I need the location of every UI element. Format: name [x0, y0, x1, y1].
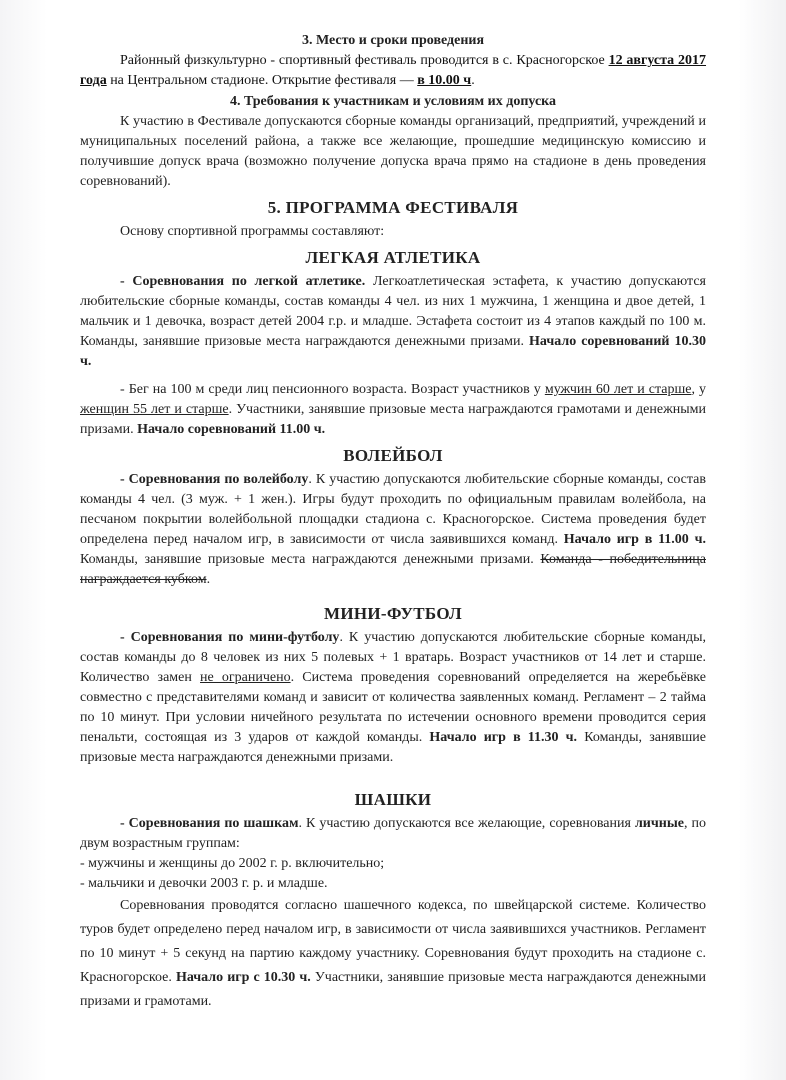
checkers-lead: - Соревнования по шашкам [120, 816, 299, 831]
volleyball-end: . [206, 572, 211, 587]
minifootball-text-b: . Система проведения соревнований определяется на жеребьёвке совместно с представителями команд и зависит от количества заявленных команд. Регламент – 2 тайма по 10 минут. При условии ничейного результата по истечении основного времени проводится серия пенальти, состоящая из 3 ударов от каждой команды. [80, 670, 706, 745]
athletics-sprint-start: Начало соревнований 11.00 ч. [137, 422, 326, 437]
minifootball-substitutions: не ограничено [200, 670, 291, 685]
volleyball-start: Начало игр в 11.00 ч. [563, 532, 706, 547]
athletics-sprint-text-b: , у [691, 382, 707, 397]
festival-date: 12 августа 2017 года [80, 53, 707, 88]
minifootball-tail: Команды, занявшие призовые места награждаются денежными призами. [80, 730, 706, 765]
section-4-paragraph: К участию в Фестивале допускаются сборные команды организаций, предприятий, учреждений и муниципальных поселений района, а также все желающие, прошедшие медицинскую комиссию и получившие допуск врача (возможно получение допуска врача прямо на стадионе в день проведения соревнований). [80, 114, 706, 189]
section-3-heading: 3. Место и сроки проведения [301, 33, 485, 48]
minifootball-text-a: . К участию допускаются любительские сборные команды, состав команды до 8 человек из них 5 полевых + 1 вратарь. Возраст участников от 14 лет и старше. Количество замен [80, 630, 706, 685]
athletics-relay-paragraph [80, 272, 706, 372]
volleyball-tail: Команды, занявшие призовые места награждаются денежными призами. [80, 552, 541, 567]
program-intro: Основу спортивной программы составляют: [120, 224, 385, 239]
checkers-tail: Участники, занявшие призовые места награждаются денежными призами и грамотами. [80, 970, 706, 1009]
section-4-heading: 4. Требования к участникам и условиям их допуска [229, 94, 557, 109]
checkers-start: Начало игр с 10.30 ч. [175, 970, 311, 985]
checkers-group-1: - мужчины и женщины до 2002 г. р. включительно; [80, 856, 385, 871]
volleyball-struck-text: Команда - победительница награждается кубком [80, 552, 706, 587]
section-3-paragraph [80, 51, 706, 91]
opening-time: в 10.00 ч [417, 73, 472, 88]
section-3-text-c: . [471, 73, 475, 88]
checkers-text-b: , по двум возрастным группам: [80, 816, 706, 851]
checkers-group-2: - мальчики и девочки 2003 г. р. и младше. [80, 876, 328, 891]
checkers-paragraph-1 [80, 814, 706, 854]
athletics-sprint-text-c: . Участники, занявшие призовые места награждаются грамотами и денежными призами. [80, 402, 706, 437]
section-5-heading: 5. ПРОГРАММА ФЕСТИВАЛЯ [267, 198, 519, 217]
minifootball-lead: - Соревнования по мини-футболу [120, 630, 340, 645]
athletics-sprint-paragraph [80, 380, 706, 440]
minifootball-start: Начало игр в 11.30 ч. [429, 730, 578, 745]
checkers-paragraph-2 [80, 894, 706, 1014]
athletics-relay-lead: - Соревнования по легкой атлетике. [120, 274, 366, 289]
checkers-text-c: Соревнования проводятся согласно шашечного кодекса, по швейцарской системе. Количество туров будет определено перед началом игр, в зависимости от числа заявившихся участников. Регламент по 10 минут + 5 секунд на партию каждому участнику. Соревнования будут проходить на стадионе с. Красногорское. [80, 898, 706, 985]
volleyball-lead: - Соревнования по волейболу [120, 472, 309, 487]
volleyball-paragraph [80, 470, 706, 590]
athletics-relay-start: Начало соревнований 10.30 ч. [80, 334, 706, 369]
athletics-sprint-men-age: мужчин 60 лет и старше [544, 382, 692, 397]
athletics-sprint-text-a: - Бег на 100 м среди лиц пенсионного возраста. Возраст участников у [120, 382, 545, 397]
minifootball-paragraph [80, 628, 706, 768]
section-3-text-a: Районный физкультурно - спортивный фестиваль проводится в с. Красногорское [120, 53, 609, 68]
checkers-text-a: . К участию допускаются все желающие, соревнования [298, 816, 635, 831]
checkers-personal: личные [634, 816, 684, 831]
athletics-heading: ЛЕГКАЯ АТЛЕТИКА [305, 248, 481, 267]
volleyball-heading: ВОЛЕЙБОЛ [343, 446, 443, 465]
athletics-relay-body: Легкоатлетическая эстафета, к участию допускаются любительские сборные команды, состав команды 4 чел. из них 1 мужчина, 1 женщина и двое детей, 1 мальчик и 1 девочка, возраст детей 2004 г.р. и младше. Эстафета состоит из 4 этапов каждый по 100 м. Команды, занявшие призовые места награждаются денежными призами. [80, 274, 706, 349]
section-3-text-b: на Центральном стадионе. Открытие фестиваля — [106, 73, 418, 88]
volleyball-body: . К участию допускаются любительские сборные команды, состав команды 4 чел. (3 муж. + 1 жен.). Игры будут проходить по официальным правилам волейбола, на песчаном покрытии волейбольной площадки стадиона с. Красногорское. Система проведения будет определена перед началом игр, в зависимости от числа заявившихся команд. [80, 472, 706, 547]
checkers-heading: ШАШКИ [354, 790, 432, 809]
athletics-sprint-women-age: женщин 55 лет и старше [80, 402, 229, 417]
minifootball-heading: МИНИ-ФУТБОЛ [324, 604, 462, 623]
